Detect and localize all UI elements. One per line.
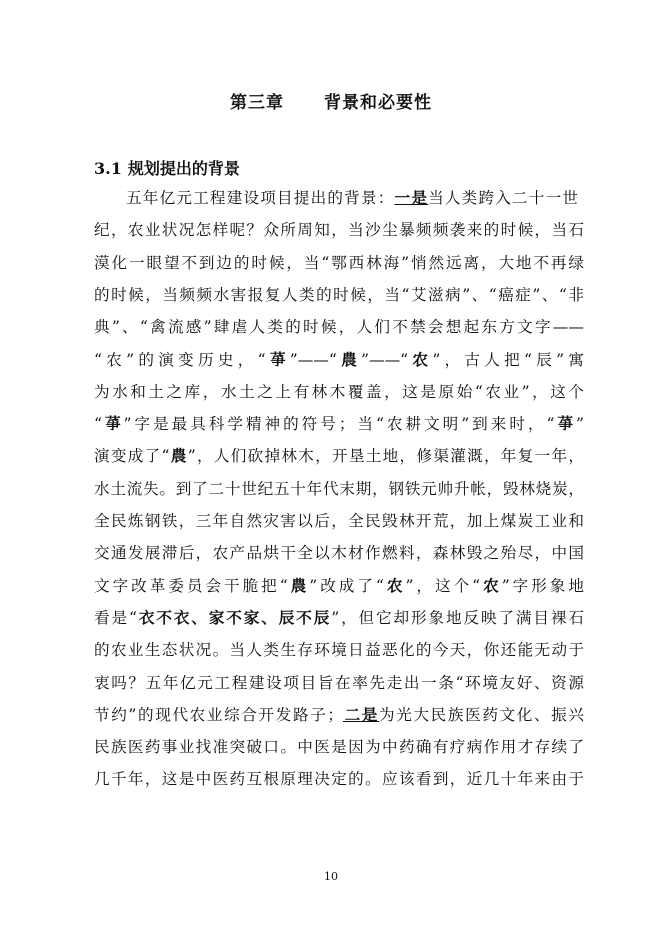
text-line <box>94 769 584 789</box>
line-text: 交通发展滞后，农产品烘干全以木材作燃料，森林毁之殆尽，中国 <box>94 544 584 563</box>
line-text: 为水和土之库，水土之上有林木覆盖，这是原始“农业”，这个 <box>94 382 584 401</box>
line-text: 民族医药事业找准突破口。中医是因为中药确有疗病作用才存续了 <box>94 738 584 757</box>
text-line <box>94 479 584 499</box>
emphasis-text: 農 <box>287 575 310 595</box>
text-line <box>94 640 584 660</box>
enumeration-marker: 一是 <box>394 188 429 207</box>
text-line <box>94 705 584 725</box>
text-line <box>94 446 584 466</box>
section-title <box>94 156 240 179</box>
line-text: ”，古人把“辰”寓 <box>432 350 584 369</box>
emphasis-text: 农 <box>408 349 433 369</box>
text-line <box>94 253 584 273</box>
line-text: 全民炼钢铁，三年自然灾害以后，全民毁林开荒，加上煤炭工业和 <box>94 512 584 530</box>
line-text: 演变成了“ <box>94 447 170 466</box>
line-text: 文字改革委员会干脆把“ <box>94 576 288 595</box>
line-text: 的农业生态状况。当人类生存环境日益恶化的今天，你还能无动于 <box>94 641 584 660</box>
text-line <box>94 382 584 402</box>
line-text: 几千年，这是中医药互根原理决定的。应该看到，近几十年来由于 <box>94 770 584 789</box>
line-text: ” <box>576 415 584 434</box>
line-text: ”，但它却形象地反映了满目裸石 <box>331 608 584 627</box>
emphasis-text: 𦱊 <box>554 414 576 434</box>
line-text: ”——“ <box>361 350 409 369</box>
emphasis-text: 农 <box>480 575 502 595</box>
line-text: 为光大民族医药文化、振兴 <box>379 705 584 724</box>
line-text: ”——“ <box>289 350 337 369</box>
line-text: 纪，农业状况怎样呢？众所周知，当沙尘暴频频袭来的时候，当石 <box>94 221 584 240</box>
text-line <box>94 511 584 531</box>
text-line <box>94 350 584 370</box>
text-line <box>94 317 584 337</box>
text-line <box>94 414 584 434</box>
line-text: ”改成了“ <box>309 576 384 595</box>
text-line <box>94 576 584 596</box>
line-text: 漠化一眼望不到边的时候，当“鄂西林海”悄然远离，大地不再绿 <box>94 253 584 272</box>
chapter-heading: 背景和必要性 <box>324 93 432 113</box>
line-text: 水土流失。到了二十世纪五十年代末期，钢铁元帅升帐，毁林烧炭， <box>94 479 584 498</box>
emphasis-text: 𦱊 <box>265 349 290 369</box>
text-line <box>94 220 584 240</box>
emphasis-text: 農 <box>169 446 188 466</box>
line-text: 衷吗？五年亿元工程建设项目旨在率先走出一条“环境友好、资源 <box>94 673 584 692</box>
enumeration-marker: 二是 <box>342 704 380 724</box>
text-line <box>94 673 584 693</box>
line-text: ”字形象地 <box>501 576 584 595</box>
line-text: “ <box>94 415 102 434</box>
text-line <box>94 737 584 757</box>
text-line <box>94 608 584 628</box>
line-text: 的时候，当频频水害报复人类的时候，当“艾滋病”、“癌症”、“非 <box>94 285 584 304</box>
line-text: ”，这个“ <box>405 576 481 595</box>
line-text: 节约”的现代农业综合开发路子； <box>94 705 343 724</box>
line-text: 五年亿元工程建设项目提出的背景： <box>126 189 395 207</box>
line-text: “农”的演变历史，“ <box>94 350 266 369</box>
chapter-number: 第三章 <box>230 93 284 113</box>
line-text: 当人类跨入二十一世 <box>428 189 578 207</box>
emphasis-text: 𦱊 <box>101 414 124 434</box>
chapter-title <box>0 88 662 113</box>
line-text: 看是“ <box>94 608 137 627</box>
page-number: 10 <box>324 870 338 883</box>
section-heading: 规划提出的背景 <box>127 159 240 178</box>
text-line <box>94 543 584 563</box>
text-line <box>94 285 584 305</box>
line-text: 典”、“禽流感”肆虐人类的时候，人们不禁会想起东方文字—— <box>94 318 584 337</box>
line-text: ”，人们砍掉林木，开垦土地，修渠灌溉，年复一年， <box>187 447 584 466</box>
emphasis-text: 農 <box>336 349 362 369</box>
emphasis-text: 农 <box>383 575 406 595</box>
line-text: ”字是最具科学精神的符号；当“农耕文明”到来时，“ <box>123 415 555 434</box>
text-line <box>126 188 578 208</box>
emphasis-text: 衣不衣、家不家、辰不辰 <box>136 607 332 627</box>
section-number: 3.1 <box>94 159 122 178</box>
